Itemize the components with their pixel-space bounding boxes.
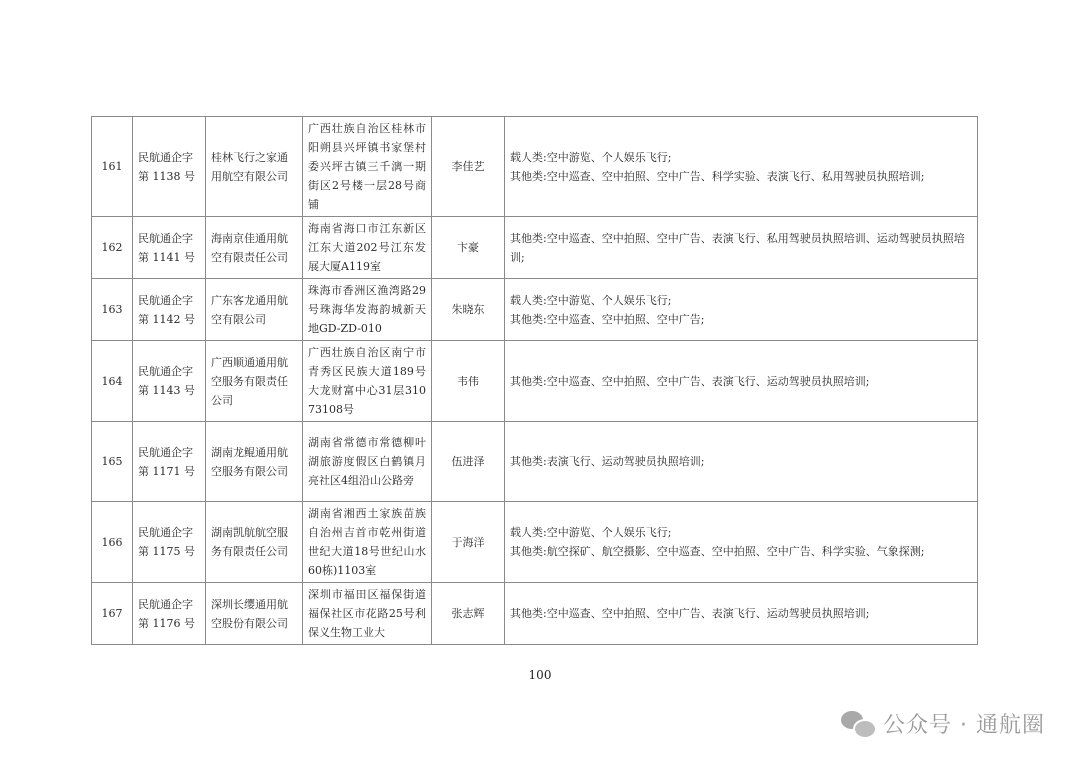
legal-representative: 张志辉	[432, 583, 505, 645]
license-number: 民航通企字第 1142 号	[133, 279, 206, 341]
scope-line: 载人类:空中游览、个人娱乐飞行;	[510, 293, 672, 307]
table-row	[92, 117, 978, 217]
company-name: 桂林飞行之家通用航空有限公司	[206, 117, 303, 217]
company-address: 海南省海口市江东新区江东大道202号江东发展大厦A119室	[303, 217, 432, 279]
scope-line: 其他类:空中巡查、空中拍照、空中广告、科学实验、表演飞行、私用驾驶员执照培训;	[510, 169, 925, 183]
scope-line: 其他类:空中巡查、空中拍照、空中广告、表演飞行、运动驾驶员执照培训;	[510, 607, 870, 620]
company-address: 广西壮族自治区桂林市阳朔县兴坪镇书家堡村委兴坪古镇三千漓一期街区2号楼一层28号商铺	[303, 117, 432, 217]
legal-representative: 韦伟	[432, 341, 505, 422]
table-row	[92, 279, 978, 341]
legal-representative: 于海洋	[432, 502, 505, 583]
company-address: 湖南省常德市常德柳叶湖旅游度假区白鹤镇月亮社区4组沿山公路旁	[303, 422, 432, 502]
scope-line: 载人类:空中游览、个人娱乐飞行;	[510, 526, 672, 539]
row-number: 166	[92, 502, 133, 583]
company-name: 湖南龙鲲通用航空服务有限公司	[206, 422, 303, 502]
table-row	[92, 583, 978, 645]
license-number: 民航通企字第 1175 号	[133, 502, 206, 583]
license-number: 民航通企字第 1138 号	[133, 117, 206, 217]
row-number: 162	[92, 217, 133, 279]
business-scope	[505, 217, 978, 279]
company-name: 深圳长缨通用航空股份有限公司	[206, 583, 303, 645]
registry-table	[91, 116, 978, 645]
company-address: 湖南省湘西土家族苗族自治州吉首市乾州街道世纪大道18号世纪山水60栋)1103室	[303, 502, 432, 583]
company-name: 湖南凯航航空服务有限责任公司	[206, 502, 303, 583]
table-row	[92, 341, 978, 422]
scope-line: 其他类:空中巡查、空中拍照、空中广告、表演飞行、私用驾驶员执照培训、运动驾驶员执照培训;	[510, 231, 965, 264]
watermark-text: 公众号 · 通航圈	[883, 712, 1045, 738]
company-address: 广西壮族自治区南宁市青秀区民族大道189号大龙财富中心31层31073108号	[303, 341, 432, 422]
legal-representative: 李佳艺	[432, 117, 505, 217]
business-scope	[505, 422, 978, 502]
scope-line: 其他类:空中巡查、空中拍照、空中广告、表演飞行、运动驾驶员执照培训;	[510, 374, 870, 388]
watermark	[841, 703, 1045, 743]
scope-line: 其他类:空中巡查、空中拍照、空中广告;	[510, 312, 705, 326]
company-name: 海南京佳通用航空有限责任公司	[206, 217, 303, 279]
license-number: 民航通企字第 1171 号	[133, 422, 206, 502]
row-number: 161	[92, 117, 133, 217]
row-number: 167	[92, 583, 133, 645]
table-row	[92, 217, 978, 279]
table-row	[92, 422, 978, 502]
business-scope	[505, 279, 978, 341]
legal-representative: 卞豪	[432, 217, 505, 279]
license-number: 民航通企字第 1141 号	[133, 217, 206, 279]
row-number: 163	[92, 279, 133, 341]
business-scope	[505, 583, 978, 645]
legal-representative: 朱晓东	[432, 279, 505, 341]
wechat-icon	[841, 709, 875, 737]
company-name: 广西顺通通用航空服务有限责任公司	[206, 341, 303, 422]
scope-line: 其他类:航空探矿、航空摄影、空中巡查、空中拍照、空中广告、科学实验、气象探测;	[510, 545, 925, 558]
license-number: 民航通企字第 1176 号	[133, 583, 206, 645]
company-address: 深圳市福田区福保街道福保社区市花路25号利保义生物工业大	[303, 583, 432, 645]
row-number: 165	[92, 422, 133, 502]
company-name: 广东客龙通用航空有限公司	[206, 279, 303, 341]
business-scope	[505, 341, 978, 422]
row-number: 164	[92, 341, 133, 422]
business-scope	[505, 117, 978, 217]
legal-representative: 伍进泽	[432, 422, 505, 502]
scope-line: 其他类:表演飞行、运动驾驶员执照培训;	[510, 455, 705, 468]
page-number: 100	[528, 668, 552, 682]
business-scope	[505, 502, 978, 583]
license-number: 民航通企字第 1143 号	[133, 341, 206, 422]
scope-line: 载人类:空中游览、个人娱乐飞行;	[510, 150, 672, 164]
company-address: 珠海市香洲区渔湾路29号珠海华发海韵城新天地GD-ZD-010	[303, 279, 432, 341]
table-row	[92, 502, 978, 583]
